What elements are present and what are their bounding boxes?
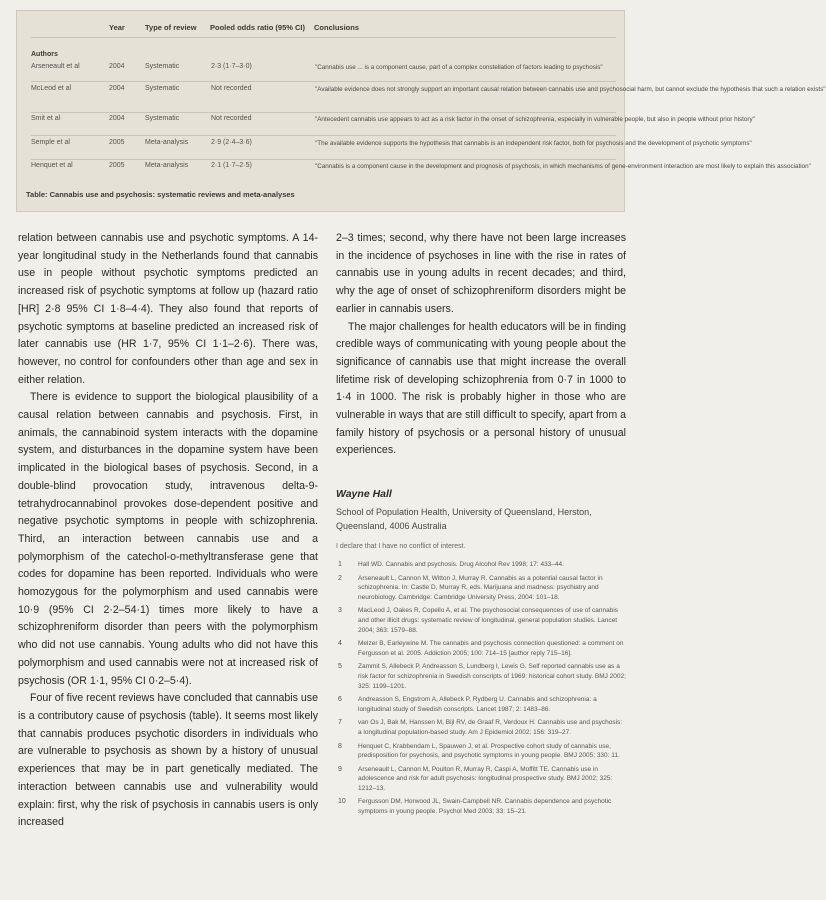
row-year: 2005 xyxy=(109,139,125,146)
reference-text: Zammit S, Allebeck P, Andreasson S, Lundberg I, Lewis G. Self reported cannabis use as a risk factor for schizophrenia in Swedish conscripts of 1969: historical cohort study. BMJ 2002; 325: 1199–1201. xyxy=(358,663,626,690)
reference-item xyxy=(336,662,626,691)
reference-item xyxy=(336,639,626,658)
reference-text: Arseneault L, Cannon M, Poulton R, Murray R, Caspi A, Moffitt TE. Cannabis use in adolescence and risk for adult psychosis: longitudinal prospective study. BMJ 2002; 325: 1212–13. xyxy=(358,765,613,792)
reference-number: 9 xyxy=(338,765,342,773)
reference-number: 7 xyxy=(338,719,342,727)
reference-number: 10 xyxy=(338,798,346,806)
reference-item xyxy=(336,742,626,761)
reference-item xyxy=(336,574,626,603)
row-conclusion: "Antecedent cannabis use appears to act as a risk factor in the onset of schizophrenia, especially in vulnerable people, but also in people without prior history" xyxy=(315,116,755,123)
reference-number: 8 xyxy=(338,742,342,750)
author-name: Wayne Hall xyxy=(336,488,392,500)
row-conclusion: "Cannabis use ... is a component cause, part of a complex constellation of factors leading to psychosis" xyxy=(315,64,603,71)
author-affiliation: School of Population Health, University of Queensland, Herston, Queensland, 4006 Australia xyxy=(336,507,592,531)
row-type: Meta-analysis xyxy=(145,139,189,146)
row-type: Systematic xyxy=(145,85,180,92)
reference-text: Henquet C, Krabbendam L, Spauwen J, et al. Prospective cohort study of cannabis use, predisposition for psychosis, and psychotic symptoms in young people. BMJ 2005; 330: 11. xyxy=(358,742,620,760)
row-conclusion: "Available evidence does not strongly support an important causal relation between cannabis use and psychosocial harm, but cannot exclude the hypothesis that such a relation exists" xyxy=(315,86,826,93)
row-conclusion: "The available evidence supports the hypothesis that cannabis is an independent risk factor, both for psychosis and the development of psychotic symptoms" xyxy=(315,140,752,147)
header-year: Year xyxy=(109,23,125,32)
row-odds: Not recorded xyxy=(211,85,252,92)
review-table xyxy=(16,10,826,212)
row-type: Systematic xyxy=(145,115,180,122)
reference-item xyxy=(336,560,626,570)
row-type: Systematic xyxy=(145,63,180,70)
header-odds: Pooled odds ratio (95% CI) xyxy=(210,23,306,32)
reference-text: Arseneault L, Cannon M, Witton J, Murray R. Cannabis as a potential causal factor in schizophrenia. In: Castle D, Murray R, eds. Marijuana and madness: psychiatry and neurobiology. Cambridge: Cambridge University Press, 2004: 101–18. xyxy=(358,574,603,601)
paragraph: The major challenges for health educators will be in finding credible ways of communicating with young people about the significance of cannabis use that might increase the overall lifetime risk of developing schizophrenia from 0·7 in 1000 to 1·4 in 1000. The risk is probably higher in those who are vulnerable in ways that are still difficult to specify, apart from a family history of psychosis or a personal history of unusual experiences. xyxy=(336,320,626,457)
reference-text: van Os J, Bak M, Hanssen M, Bijl RV, de Graaf R, Verdoux H. Cannabis use and psychosis: a longitudinal population-based study. Am J Epidemiol 2002; 156: 319–27. xyxy=(358,719,623,736)
reference-item xyxy=(336,765,626,794)
reference-number: 1 xyxy=(338,561,342,568)
row-odds: Not recorded xyxy=(211,115,252,122)
header-divider xyxy=(31,37,616,38)
paragraph: 2–3 times; second, why there have not been large increases in the incidence of psychoses in line with the rise in rates of cannabis use in young adults in recent decades; and third, why the age of onset of schizophreniform disorders might be earlier in cannabis users. xyxy=(336,232,626,315)
reference-number: 4 xyxy=(338,640,342,648)
reference-number: 5 xyxy=(338,663,342,671)
row-odds: 2·1 (1·7–2·5) xyxy=(211,162,252,169)
row-odds: 2·3 (1·7–3·0) xyxy=(211,63,252,70)
reference-item xyxy=(336,606,626,635)
row-type: Meta-analysis xyxy=(145,162,189,169)
reference-number: 3 xyxy=(338,607,342,615)
row-author: Arseneault et al xyxy=(31,63,80,70)
authors-label: Authors xyxy=(31,51,58,58)
paragraph: relation between cannabis use and psychotic symptoms. A 14-year longitudinal study in the Netherlands found that cannabis use in people without psychotic symptoms predicted an increased risk of psychotic symptoms at follow up (hazard ratio [HR] 2·8 95% CI 1·8–4·4). They also found that reports of psychotic symptoms at baseline predicted an increased risk of later cannabis use (HR 1·7, 95% CI 1·1–2·6). There was, however, no control for confounders other than age and sex in either relation. xyxy=(18,232,318,386)
reference-text: Hall WD. Cannabis and psychosis. Drug Alcohol Rev 1998; 17: 433–44. xyxy=(358,561,564,568)
reference-item xyxy=(336,695,626,714)
reference-text: MacLeod J, Oakes R, Copello A, et al. The psychosocial consequences of use of cannabis and other illicit drugs: systematic review of longitudinal, general population studies. Lancet 2004; 363: 1579–88. xyxy=(358,607,619,634)
row-year: 2004 xyxy=(109,115,125,122)
row-conclusion: "Cannabis is a component cause in the development and prognosis of psychosis, in which mechanisms of gene-environment interaction are most likely to explain this association" xyxy=(315,163,811,170)
row-year: 2004 xyxy=(109,63,125,70)
reference-text: Andreasson S, Engstrom A, Allebeck P, Rydberg U. Cannabis and schizophrenia: a longitudinal study of Swedish conscripts. Lancet 1987; 2: 1483–86. xyxy=(358,696,597,713)
row-divider xyxy=(31,81,616,82)
reference-item xyxy=(336,718,626,737)
reference-number: 6 xyxy=(338,696,342,704)
row-odds: 2·9 (2·4–3·6) xyxy=(211,139,252,146)
row-year: 2004 xyxy=(109,85,125,92)
row-author: McLeod et al xyxy=(31,85,72,92)
reference-text: Melzer B, Earleywine M. The cannabis and psychosis connection questioned: a comment on Fergusson et al. 2005. Addiction 2005; 100: 714–15 [author reply 715–16]. xyxy=(358,640,624,657)
row-year: 2005 xyxy=(109,162,125,169)
left-column xyxy=(18,230,318,832)
header-type: Type of review xyxy=(145,23,197,32)
row-author: Smit et al xyxy=(31,115,61,122)
row-divider xyxy=(31,159,616,160)
paragraph: Four of five recent reviews have concluded that cannabis use is a contributory cause of psychosis (table). It seems most likely that cannabis produces psychotic disorders in individuals who are vulnerable to psychosis as shown by a history of unusual experiences that may be in part genetically mediated. The interaction between cannabis use and vulnerability would explain: first, why the risk of psychosis in cannabis users is only increased xyxy=(18,692,318,829)
row-divider xyxy=(31,112,616,113)
conflict-statement: I declare that I have no conflict of interest. xyxy=(336,543,466,550)
reference-item xyxy=(336,797,626,816)
row-author: Henquet et al xyxy=(31,162,73,169)
header-conclusions: Conclusions xyxy=(314,23,360,32)
row-author: Semple et al xyxy=(31,139,70,146)
table-caption: Table: Cannabis use and psychosis: systematic reviews and meta-analyses xyxy=(26,190,295,199)
reference-list xyxy=(336,560,626,821)
paragraph: There is evidence to support the biological plausibility of a causal relation between cannabis and psychosis. First, in animals, the cannabinoid system interacts with the dopamine system, and disturbances in the dopamine system have been implicated in the biological bases of psychosis. Second, in a double-blind provocation study, intravenous delta-9-tetrahydrocannabinol provokes dose-dependent positive and negative psychotic symptoms in people with schizophrenia. Third, an interaction between cannabis use and a polymorphism of the catechol-o-methyltransferase gene that codes for dopamine has been reported. Individuals who were homozygous for the polymorphism and used cannabis were 10·9 (95% CI 2·2–54·1) times more likely to have a schizophreniform disorder than peers with the polymorphism who did not use cannabis. Young adults who did not have this polymorphism and used cannabis were not at increased risk of psychosis (OR 1·1, 95% CI 0·2–5·4). xyxy=(18,391,318,687)
right-column xyxy=(336,230,626,460)
row-divider xyxy=(31,135,616,136)
reference-number: 2 xyxy=(338,574,342,582)
reference-text: Fergusson DM, Horwood JL, Swain-Campbell NR. Cannabis dependence and psychotic symptoms in young people. Psychol Med 2003; 33: 15–21. xyxy=(358,798,612,816)
